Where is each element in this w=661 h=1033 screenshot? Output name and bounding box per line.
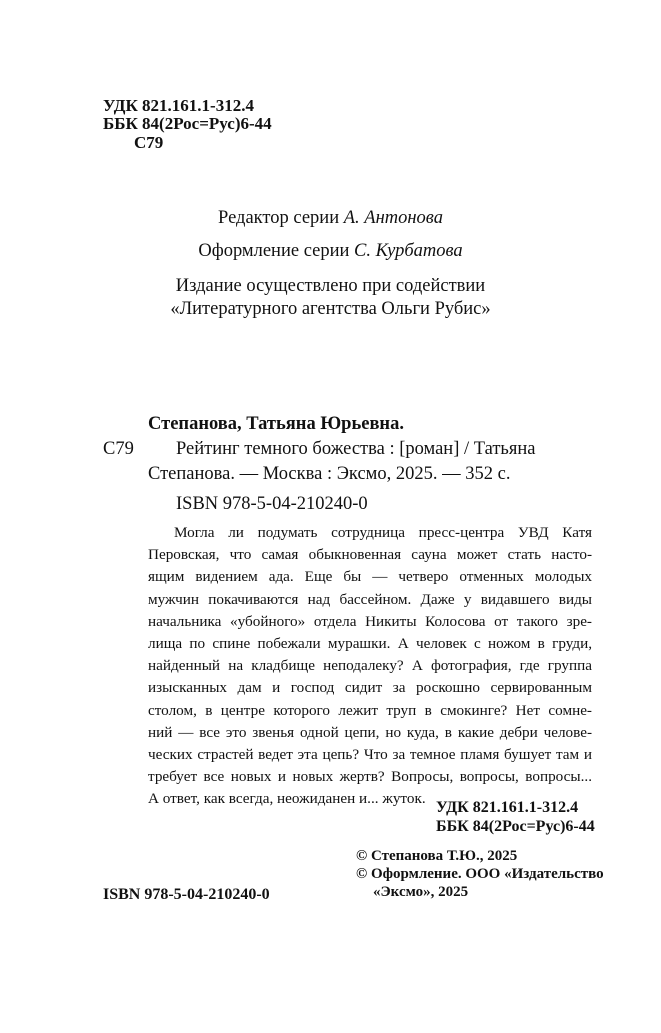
author-mark: С79 (134, 133, 164, 152)
series-design-line (0, 241, 661, 262)
annotation-line: лища по спине побежали мурашки. А человек с ножом в груди, (148, 635, 592, 653)
series-design-label: Оформление серии (198, 241, 350, 261)
catalog-title-line: Рейтинг темного божества : [роман] / Татьяна (176, 439, 536, 459)
catalog-isbn: ISBN 978-5-04-210240-0 (176, 494, 368, 514)
annotation-line: столом, в центре которого лежит труп в смокинге? Нет сомне- (148, 701, 592, 719)
annotation-line: ящим видением ада. Еще бы — четверо отменных молодых (148, 568, 592, 586)
annotation-line: начальника «убойного» отдела Никиты Колосова от такого зре- (148, 612, 592, 630)
udk-code-bottom: УДК 821.161.1-312.4 (436, 799, 579, 816)
catalog-author-heading: Степанова, Татьяна Юрьевна. (148, 414, 404, 434)
series-design-name: С. Курбатова (354, 241, 463, 261)
series-editor-label: Редактор серии (218, 208, 340, 228)
copyright-author: © Степанова Т.Ю., 2025 (356, 848, 518, 864)
publication-support-line2: «Литературного агентства Ольги Рубис» (170, 299, 491, 319)
annotation (148, 522, 592, 811)
bbk-code-bottom: ББК 84(2Рос=Рус)6-44 (436, 818, 595, 835)
annotation-line: А ответ, как всегда, неожиданен и... жуток. (148, 790, 426, 808)
catalog-imprint-line: Степанова. — Москва : Эксмо, 2025. — 352 с. (148, 464, 511, 484)
series-editor-line (0, 208, 661, 229)
series-editor-name: А. Антонова (343, 208, 443, 228)
annotation-line: ческих страстей ведет эта цепь? Что за темное пламя бушует там и (148, 746, 592, 764)
annotation-line: мужчин покачиваются над бассейном. Даже у видавшего виды (148, 590, 592, 608)
annotation-line: Могла ли подумать сотрудница пресс-центра УВД Катя (174, 524, 592, 541)
annotation-line: требует все новых и новых жертв? Вопросы, вопросы, вопросы... (148, 768, 592, 786)
annotation-line: изысканных дам и господ сидит за роскошно сервированным (148, 679, 592, 697)
copyright-design-line1: © Оформление. ООО «Издательство (356, 866, 604, 882)
publication-support-line1: Издание осуществлено при содействии (175, 276, 486, 296)
bbk-code: ББК 84(2Рос=Рус)6-44 (103, 114, 272, 133)
annotation-line: Перовская, что самая обыкновенная сауна может стать насто- (148, 546, 592, 564)
annotation-line: найденный на кладбище неподалеку? А фотография, где группа (148, 657, 592, 675)
udk-code: УДК 821.161.1-312.4 (103, 96, 254, 115)
catalog-mark: С79 (103, 439, 134, 459)
annotation-line: ний — все это звенья одной цепи, но куда, в какие дебри челове- (148, 723, 592, 741)
footer-isbn: ISBN 978-5-04-210240-0 (103, 886, 270, 903)
copyright-design-line2: «Эксмо», 2025 (373, 884, 469, 900)
